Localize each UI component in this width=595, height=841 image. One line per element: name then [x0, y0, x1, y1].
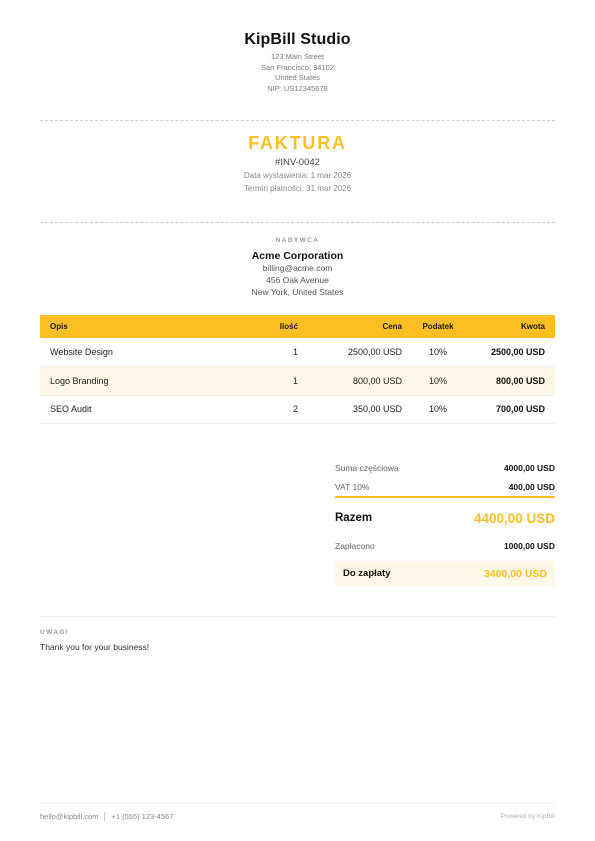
- amount-due-label: Do zapłaty: [343, 568, 391, 579]
- footer-phone[interactable]: +1 (555) 123-4567: [111, 812, 174, 821]
- item-quantity: 1: [240, 338, 308, 367]
- footer: [40, 812, 555, 821]
- subtotal-value: 4000,00 USD: [503, 463, 555, 473]
- item-amount: 800,00 USD: [464, 367, 555, 396]
- totals-section: [335, 458, 555, 586]
- buyer-city: New York, United States: [251, 287, 344, 297]
- company-city: San Francisco, 94102: [261, 62, 334, 72]
- notes-text: Thank you for your business!: [40, 642, 150, 652]
- footer-separator: [104, 812, 105, 821]
- header-amount: Kwota: [464, 315, 555, 338]
- item-tax: 10%: [412, 367, 464, 396]
- item-price: 350,00 USD: [308, 395, 412, 424]
- header-divider: [40, 120, 555, 121]
- amount-due-value: 3400,00 USD: [483, 567, 547, 580]
- buyer-email: billing@acme.com: [262, 263, 333, 273]
- invoice-number: #INV-0042: [275, 157, 320, 168]
- item-description: Logo Branding: [40, 367, 240, 396]
- issue-date: Data wystawienia: 1 mar 2026: [243, 171, 352, 180]
- company-address: [0, 52, 595, 94]
- company-header: [0, 31, 595, 94]
- buyer-label: NABYWCA: [275, 237, 320, 244]
- invoice-title: FAKTURA: [248, 133, 347, 153]
- item-amount: 2500,00 USD: [464, 338, 555, 367]
- total-row: [335, 498, 555, 538]
- item-tax: 10%: [412, 395, 464, 424]
- item-description: Website Design: [40, 338, 240, 367]
- notes-label: UWAGI: [40, 629, 70, 636]
- table-row: [40, 367, 555, 396]
- vat-label: VAT 10%: [335, 482, 370, 492]
- header-tax: Podatek: [412, 315, 464, 338]
- item-amount: 700,00 USD: [464, 395, 555, 424]
- item-quantity: 1: [240, 367, 308, 396]
- buyer-street: 456 Oak Avenue: [266, 275, 329, 285]
- vat-row: [335, 478, 555, 498]
- total-label: Razem: [335, 512, 373, 524]
- company-street: 123 Main Street: [271, 52, 324, 61]
- paid-label: Zapłacono: [335, 540, 375, 551]
- footer-divider: [40, 803, 555, 804]
- item-price: 800,00 USD: [308, 367, 412, 396]
- subtotal-row: [335, 458, 555, 478]
- header-quantity: Ilość: [240, 315, 308, 338]
- paid-row: [335, 538, 555, 553]
- footer-email[interactable]: hello@kipbill.com: [40, 812, 99, 821]
- due-date: Termin płatności: 31 mar 2026: [243, 183, 352, 193]
- table-header-row: [40, 315, 555, 338]
- line-items-table: [40, 315, 555, 424]
- buyer-section: [0, 237, 595, 298]
- buyer-divider: [40, 222, 555, 223]
- invoice-dates: [0, 170, 595, 195]
- item-quantity: 2: [240, 395, 308, 424]
- invoice-heading: [0, 133, 595, 195]
- notes-section: [40, 629, 149, 652]
- buyer-name: Acme Corporation: [251, 250, 344, 262]
- company-name: KipBill Studio: [244, 31, 351, 48]
- item-tax: 10%: [412, 338, 464, 367]
- company-tax-id: NIP: US12345678: [267, 83, 328, 93]
- item-description: SEO Audit: [40, 395, 240, 424]
- header-description: Opis: [40, 315, 240, 338]
- header-price: Cena: [308, 315, 412, 338]
- table-row: [40, 338, 555, 367]
- item-price: 2500,00 USD: [308, 338, 412, 367]
- table-row: [40, 395, 555, 424]
- paid-value: 1000,00 USD: [503, 540, 555, 551]
- amount-due-row: [335, 561, 555, 586]
- notes-divider: [40, 616, 555, 617]
- company-country: United States: [274, 73, 321, 83]
- footer-contact: [40, 812, 173, 821]
- subtotal-label: Suma częściowa: [335, 463, 399, 473]
- total-value: 4400,00 USD: [473, 510, 555, 526]
- vat-value: 400,00 USD: [508, 482, 555, 492]
- powered-by: Powered by KipBill: [500, 813, 555, 820]
